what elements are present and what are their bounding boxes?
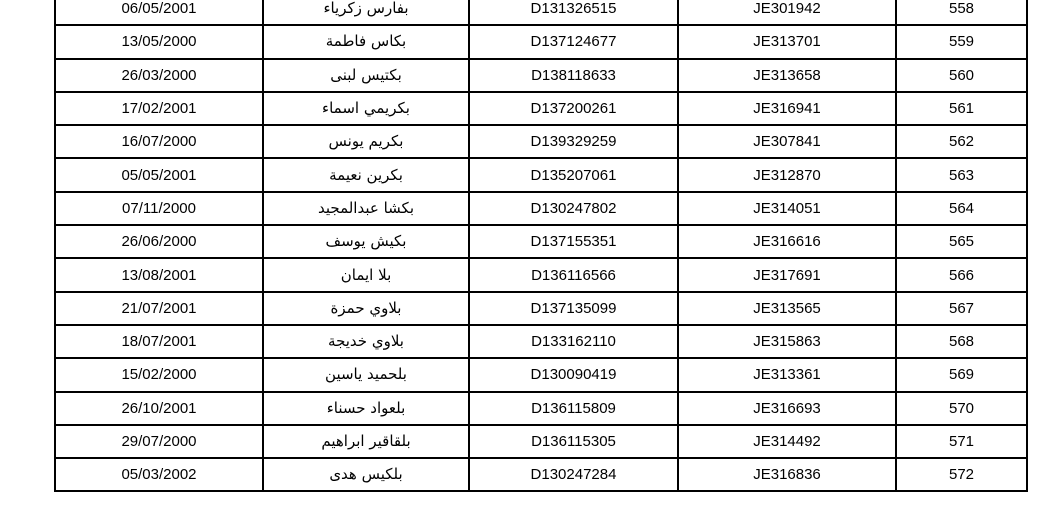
birth-date-cell: 17/02/2001 — [55, 92, 263, 125]
id-number-cell: D130247284 — [469, 458, 678, 491]
table-row — [55, 225, 1027, 258]
id-number-cell: D137200261 — [469, 92, 678, 125]
full-name-cell: بكاس فاطمة — [263, 25, 469, 58]
birth-date-cell: 18/07/2001 — [55, 325, 263, 358]
birth-date-cell: 26/10/2001 — [55, 392, 263, 425]
birth-date-cell: 21/07/2001 — [55, 292, 263, 325]
id-number-cell: D130247802 — [469, 192, 678, 225]
birth-date-cell: 26/03/2000 — [55, 59, 263, 92]
registration-code-cell: JE313361 — [678, 358, 896, 391]
full-name-cell: بفارس زكرياء — [263, 0, 469, 25]
birth-date-cell: 06/05/2001 — [55, 0, 263, 25]
row-number-cell: 564 — [896, 192, 1027, 225]
table-row — [55, 59, 1027, 92]
student-list-table — [54, 0, 1028, 492]
registration-code-cell: JE315863 — [678, 325, 896, 358]
row-number-cell: 559 — [896, 25, 1027, 58]
row-number-cell: 572 — [896, 458, 1027, 491]
full-name-cell: بكتيس لبنى — [263, 59, 469, 92]
id-number-cell: D133162110 — [469, 325, 678, 358]
registration-code-cell: JE316616 — [678, 225, 896, 258]
registration-code-cell: JE316941 — [678, 92, 896, 125]
id-number-cell: D137155351 — [469, 225, 678, 258]
table-body — [55, 0, 1027, 491]
full-name-cell: بلحميد ياسين — [263, 358, 469, 391]
row-number-cell: 560 — [896, 59, 1027, 92]
row-number-cell: 558 — [896, 0, 1027, 25]
table-row — [55, 358, 1027, 391]
full-name-cell: بكريم يونس — [263, 125, 469, 158]
table-row — [55, 425, 1027, 458]
birth-date-cell: 05/03/2002 — [55, 458, 263, 491]
id-number-cell: D135207061 — [469, 158, 678, 191]
full-name-cell: بلاوي حمزة — [263, 292, 469, 325]
registration-code-cell: JE314492 — [678, 425, 896, 458]
row-number-cell: 562 — [896, 125, 1027, 158]
birth-date-cell: 13/05/2000 — [55, 25, 263, 58]
full-name-cell: بلا ايمان — [263, 258, 469, 291]
id-number-cell: D136116566 — [469, 258, 678, 291]
registration-code-cell: JE313701 — [678, 25, 896, 58]
table-row — [55, 25, 1027, 58]
full-name-cell: بلكيس هدى — [263, 458, 469, 491]
table-row — [55, 392, 1027, 425]
birth-date-cell: 13/08/2001 — [55, 258, 263, 291]
birth-date-cell: 07/11/2000 — [55, 192, 263, 225]
row-number-cell: 566 — [896, 258, 1027, 291]
id-number-cell: D138118633 — [469, 59, 678, 92]
registration-code-cell: JE314051 — [678, 192, 896, 225]
table-row — [55, 292, 1027, 325]
table-row — [55, 192, 1027, 225]
registration-code-cell: JE313565 — [678, 292, 896, 325]
id-number-cell: D137124677 — [469, 25, 678, 58]
full-name-cell: بلقاقير ابراهيم — [263, 425, 469, 458]
row-number-cell: 563 — [896, 158, 1027, 191]
registration-code-cell: JE316836 — [678, 458, 896, 491]
row-number-cell: 571 — [896, 425, 1027, 458]
table-row — [55, 325, 1027, 358]
row-number-cell: 570 — [896, 392, 1027, 425]
birth-date-cell: 15/02/2000 — [55, 358, 263, 391]
row-number-cell: 568 — [896, 325, 1027, 358]
id-number-cell: D130090419 — [469, 358, 678, 391]
full-name-cell: بلاوي خديجة — [263, 325, 469, 358]
full-name-cell: بكريمي اسماء — [263, 92, 469, 125]
birth-date-cell: 16/07/2000 — [55, 125, 263, 158]
id-number-cell: D131326515 — [469, 0, 678, 25]
id-number-cell: D136115305 — [469, 425, 678, 458]
id-number-cell: D137135099 — [469, 292, 678, 325]
row-number-cell: 565 — [896, 225, 1027, 258]
id-number-cell: D139329259 — [469, 125, 678, 158]
table-row — [55, 158, 1027, 191]
id-number-cell: D136115809 — [469, 392, 678, 425]
birth-date-cell: 29/07/2000 — [55, 425, 263, 458]
full-name-cell: بلعواد حسناء — [263, 392, 469, 425]
full-name-cell: بكيش يوسف — [263, 225, 469, 258]
table-row — [55, 92, 1027, 125]
row-number-cell: 561 — [896, 92, 1027, 125]
row-number-cell: 567 — [896, 292, 1027, 325]
registration-code-cell: JE313658 — [678, 59, 896, 92]
table-row — [55, 125, 1027, 158]
registration-code-cell: JE301942 — [678, 0, 896, 25]
registration-code-cell: JE317691 — [678, 258, 896, 291]
full-name-cell: بكرين نعيمة — [263, 158, 469, 191]
table-row — [55, 0, 1027, 25]
registration-code-cell: JE307841 — [678, 125, 896, 158]
registration-code-cell: JE316693 — [678, 392, 896, 425]
full-name-cell: بكشا عبدالمجيد — [263, 192, 469, 225]
table-row — [55, 258, 1027, 291]
birth-date-cell: 05/05/2001 — [55, 158, 263, 191]
birth-date-cell: 26/06/2000 — [55, 225, 263, 258]
registration-code-cell: JE312870 — [678, 158, 896, 191]
table-row — [55, 458, 1027, 491]
row-number-cell: 569 — [896, 358, 1027, 391]
